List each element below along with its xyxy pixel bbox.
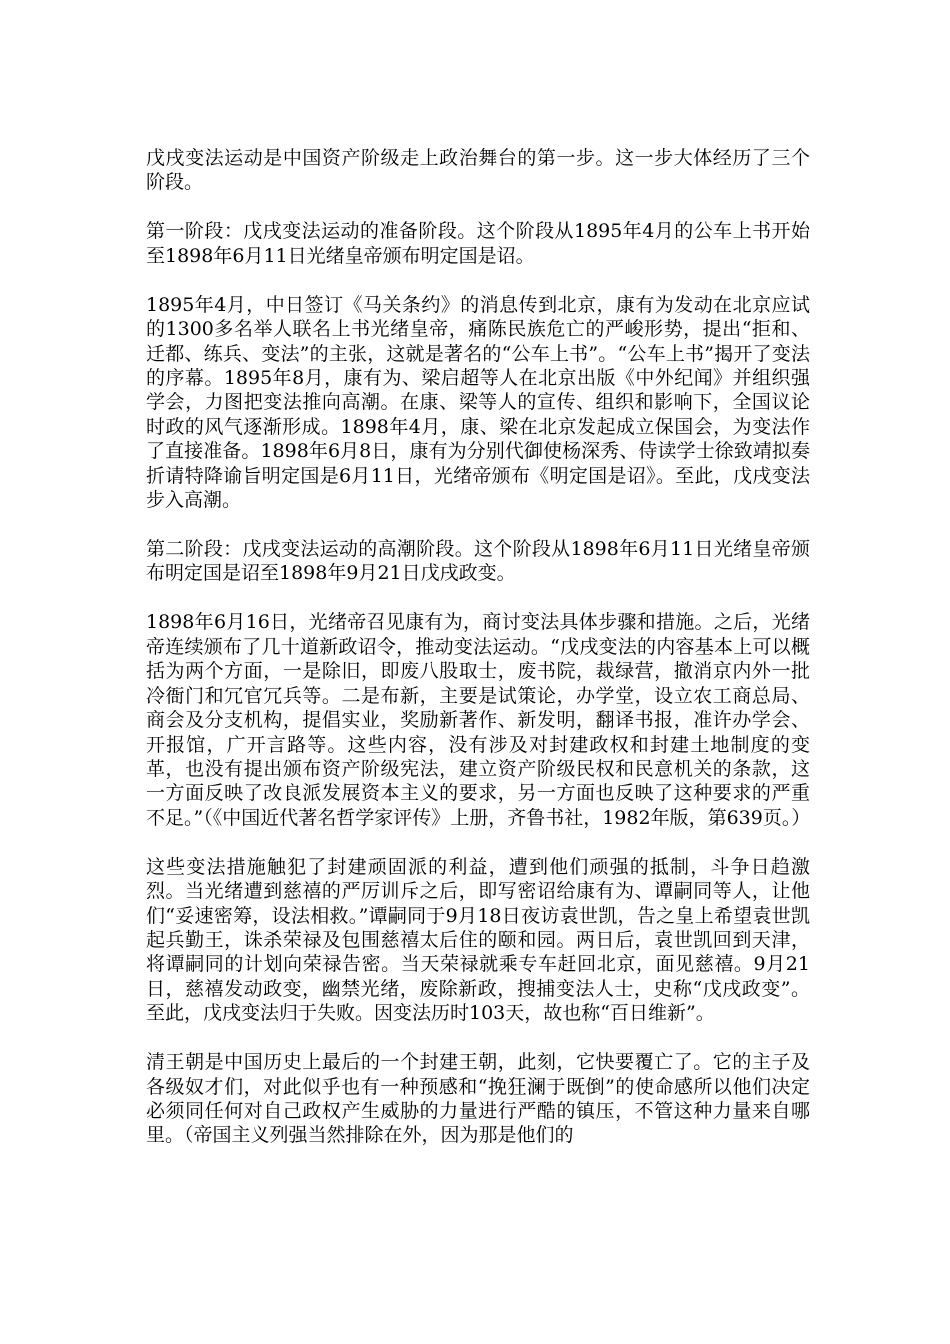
document-page <box>146 146 810 1148</box>
paragraph-coup: 这些变法措施触犯了封建顽固派的利益，遭到他们顽强的抵制，斗争日趋激烈。当光绪遭到慈禧的严厉训斥之后，即写密诏给康有为、谭嗣同等人，让他们“妥速密筹，设法相救。”谭嗣同于9月18日夜访袁世凯，告之皇上希望袁世凯起兵勤王，诛杀荣禄及包围慈禧太后住的颐和园。两日后，袁世凯回到天津，将谭嗣同的计划向荣禄告密。当天荣禄就乘专车赶回北京，面见慈禧。9月21日，慈禧发动政变，幽禁光绪，废除新政，搜捕变法人士，史称“戊戌政变”。至此，戊戌变法归于失败。因变法历时103天，故也称“百日维新”。 <box>146 855 810 1025</box>
paragraph-stage-one-body: 1895年4月，中日签订《马关条约》的消息传到北京，康有为发动在北京应试的1300多名举人联名上书光绪皇帝，痛陈民族危亡的严峻形势，提出“拒和、迁都、练兵、变法”的主张，这就是著名的“公车上书”。“公车上书”揭开了变法的序幕。1895年8月，康有为、梁启超等人在北京出版《中外纪闻》并组织强学会，力图把变法推向高潮。在康、梁等人的宣传、组织和影响下，全国议论时政的风气逐渐形成。1898年4月，康、梁在北京发起成立保国会，为变法作了直接准备。1898年6月8日，康有为分别代御使杨深秀、侍读学士徐致靖拟奏折请特降谕旨明定国是6月11日，光绪帝颁布《明定国是诏》。至此，戊戌变法步入高潮。 <box>146 293 810 512</box>
paragraph-stage-one-heading: 第一阶段：戊戌变法运动的准备阶段。这个阶段从1895年4月的公车上书开始至1898年6月11日光绪皇帝颁布明定国是诏。 <box>146 220 810 267</box>
paragraph-stage-two-heading: 第二阶段：戊戌变法运动的高潮阶段。这个阶段从1898年6月11日光绪皇帝颁布明定国是诏至1898年9月21日戊戌政变。 <box>146 538 810 585</box>
paragraph-stage-two-body: 1898年6月16日，光绪帝召见康有为，商讨变法具体步骤和措施。之后，光绪帝连续颁布了几十道新政诏令，推动变法运动。“戊戌变法的内容基本上可以概括为两个方面，一是除旧，即废八股取士，废书院，裁绿营，撤消京内外一批冷衙门和冗官冗兵等。二是布新，主要是试策论，办学堂，设立农工商总局、商会及分支机构，提倡实业，奖励新著作、新发明，翻译书报，准许办学会、开报馆，广开言路等。这些内容，没有涉及对封建政权和封建土地制度的变革，也没有提出颁布资产阶级宪法，建立资产阶级民权和民意机关的条款，这一方面反映了改良派发展资本主义的要求，另一方面也反映了这种要求的严重不足。”（《中国近代著名哲学家评传》上册，齐鲁书社，1982年版，第639页。） <box>146 611 811 829</box>
paragraph-intro: 戊戌变法运动是中国资产阶级走上政治舞台的第一步。这一步大体经历了三个阶段。 <box>146 147 810 194</box>
paragraph-qing-dynasty: 清王朝是中国历史上最后的一个封建王朝，此刻，它快要覆亡了。它的主子及各级奴才们，对此似乎也有一种预感和“挽狂澜于既倒”的使命感所以他们决定必须同任何对自己政权产生威胁的力量进行严酷的镇压，不管这种力量来自哪里。（帝国主义列强当然排除在外，因为那是他们的 <box>146 1051 810 1147</box>
